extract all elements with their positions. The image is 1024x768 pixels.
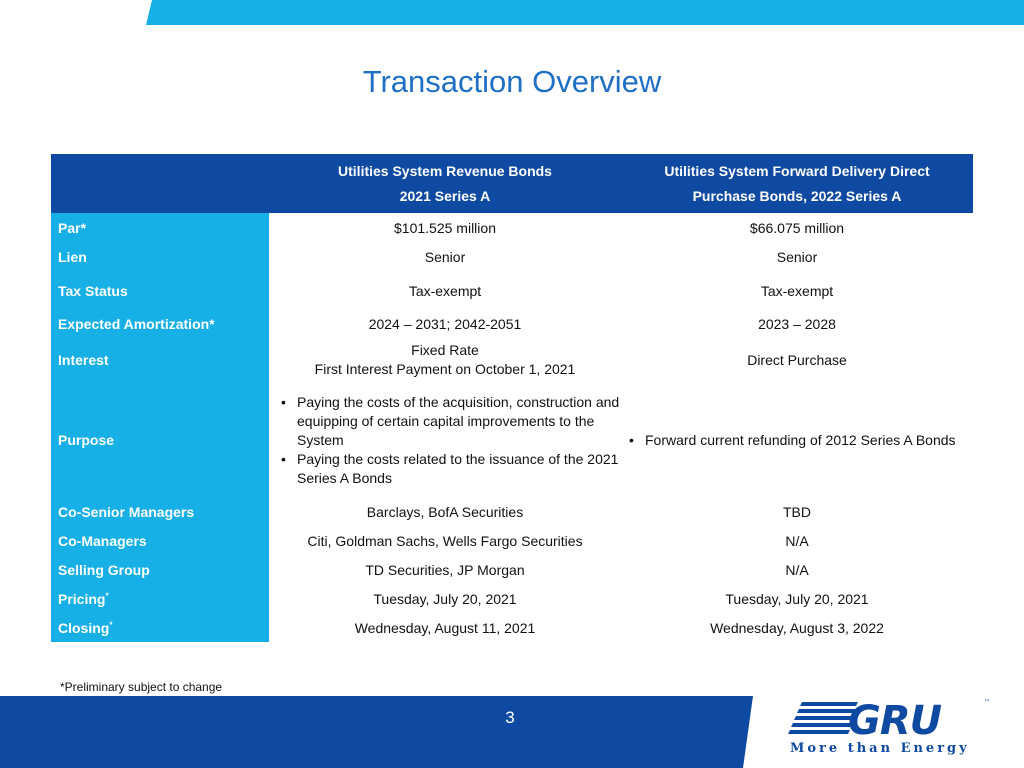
- pricing-label-asterisk: *: [105, 590, 109, 600]
- table-row-purpose: [51, 383, 973, 497]
- selling-group-col1: TD Securities, JP Morgan: [365, 561, 525, 578]
- row-label-closing: [51, 613, 269, 642]
- selling-group-col2: N/A: [785, 561, 809, 578]
- logo-wordmark: GRU: [848, 698, 942, 744]
- header-col1-line2: 2021 Series A: [399, 187, 491, 204]
- table-header-row: [51, 154, 973, 213]
- page-number: 3: [505, 708, 515, 727]
- row-label-co-senior-managers: Co-Senior Managers: [51, 497, 269, 526]
- table-row-co-managers: [51, 526, 973, 555]
- closing-col1: Wednesday, August 11, 2021: [354, 619, 536, 636]
- purpose-col1-list: [276, 393, 621, 488]
- top-accent-band: [146, 0, 1024, 25]
- amortization-col1: 2024 – 2031; 2042-2051: [368, 316, 522, 332]
- header-col-2022-series-a: [621, 154, 973, 213]
- slide-title: Transaction Overview: [362, 64, 662, 99]
- header-col2-line2: Purchase Bonds, 2022 Series A: [692, 187, 902, 204]
- par-col1: $101.525 million: [394, 219, 496, 236]
- table-row-co-senior-managers: [51, 497, 973, 526]
- table-row-amortization: [51, 311, 973, 337]
- closing-label-asterisk: *: [109, 619, 113, 629]
- header-col2-line1: Utilities System Forward Delivery Direct: [664, 162, 930, 179]
- header-col1-line1: Utilities System Revenue Bonds: [338, 162, 552, 179]
- interest-col1: [269, 337, 621, 383]
- row-label-interest: Interest: [51, 337, 269, 383]
- header-col-2021-series-a: [269, 154, 621, 213]
- row-label-selling-group: Selling Group: [51, 555, 269, 584]
- table-row-closing: [51, 613, 973, 642]
- amortization-col2: 2023 – 2028: [758, 316, 836, 332]
- table-row-pricing: [51, 584, 973, 613]
- co-managers-col1: Citi, Goldman Sachs, Wells Fargo Securities: [307, 532, 583, 549]
- co-senior-managers-col1: Barclays, BofA Securities: [366, 503, 524, 520]
- transaction-table: [51, 154, 973, 642]
- co-managers-col2: N/A: [785, 532, 809, 549]
- co-senior-managers-col2: TBD: [783, 503, 811, 520]
- lien-col1: Senior: [424, 248, 466, 265]
- interest-col1-line2: First Interest Payment on October 1, 2021: [314, 361, 576, 377]
- footnote: *Preliminary subject to change: [60, 680, 223, 694]
- row-label-pricing: [51, 584, 269, 613]
- list-item: • Forward current refunding of 2012 Series A Bonds: [624, 431, 959, 450]
- closing-col2: Wednesday, August 3, 2022: [710, 619, 884, 636]
- row-label-co-managers: Co-Managers: [51, 526, 269, 555]
- interest-col1-line1: Fixed Rate: [411, 342, 479, 358]
- logo-tagline: More than Energy: [790, 741, 970, 756]
- table-row-lien: [51, 242, 973, 271]
- purpose-col2: [621, 383, 973, 497]
- table-row-selling-group: [51, 555, 973, 584]
- row-label-purpose: Purpose: [51, 383, 269, 497]
- pricing-label-text: Pricing: [58, 590, 106, 607]
- tax-status-col2: Tax-exempt: [760, 283, 834, 299]
- row-label-lien: Lien: [51, 242, 269, 271]
- purpose-col2-list: [624, 431, 959, 450]
- pricing-col1: Tuesday, July 20, 2021: [373, 590, 517, 607]
- logo-trademark: ™: [984, 699, 990, 706]
- table-row-par: [51, 213, 973, 242]
- table-row-interest: [51, 337, 973, 383]
- par-col2: $66.075 million: [749, 219, 845, 236]
- row-label-tax-status: Tax Status: [51, 271, 269, 311]
- row-label-par: Par*: [51, 213, 269, 242]
- closing-label-text: Closing: [58, 619, 110, 636]
- tax-status-col1: Tax-exempt: [408, 283, 482, 299]
- pricing-col2: Tuesday, July 20, 2021: [725, 590, 869, 607]
- table-row-tax-status: [51, 271, 973, 311]
- lien-col2: Senior: [776, 248, 818, 265]
- interest-col2: Direct Purchase: [747, 352, 847, 368]
- list-item: • Paying the costs of the acquisition, construction and equipping of certain capital improvements to the System: [276, 393, 621, 450]
- row-label-amortization: Expected Amortization*: [51, 311, 269, 337]
- purpose-col1: [269, 383, 621, 497]
- header-corner-cell: [51, 154, 269, 213]
- list-item: • Paying the costs related to the issuance of the 2021 Series A Bonds: [276, 450, 621, 488]
